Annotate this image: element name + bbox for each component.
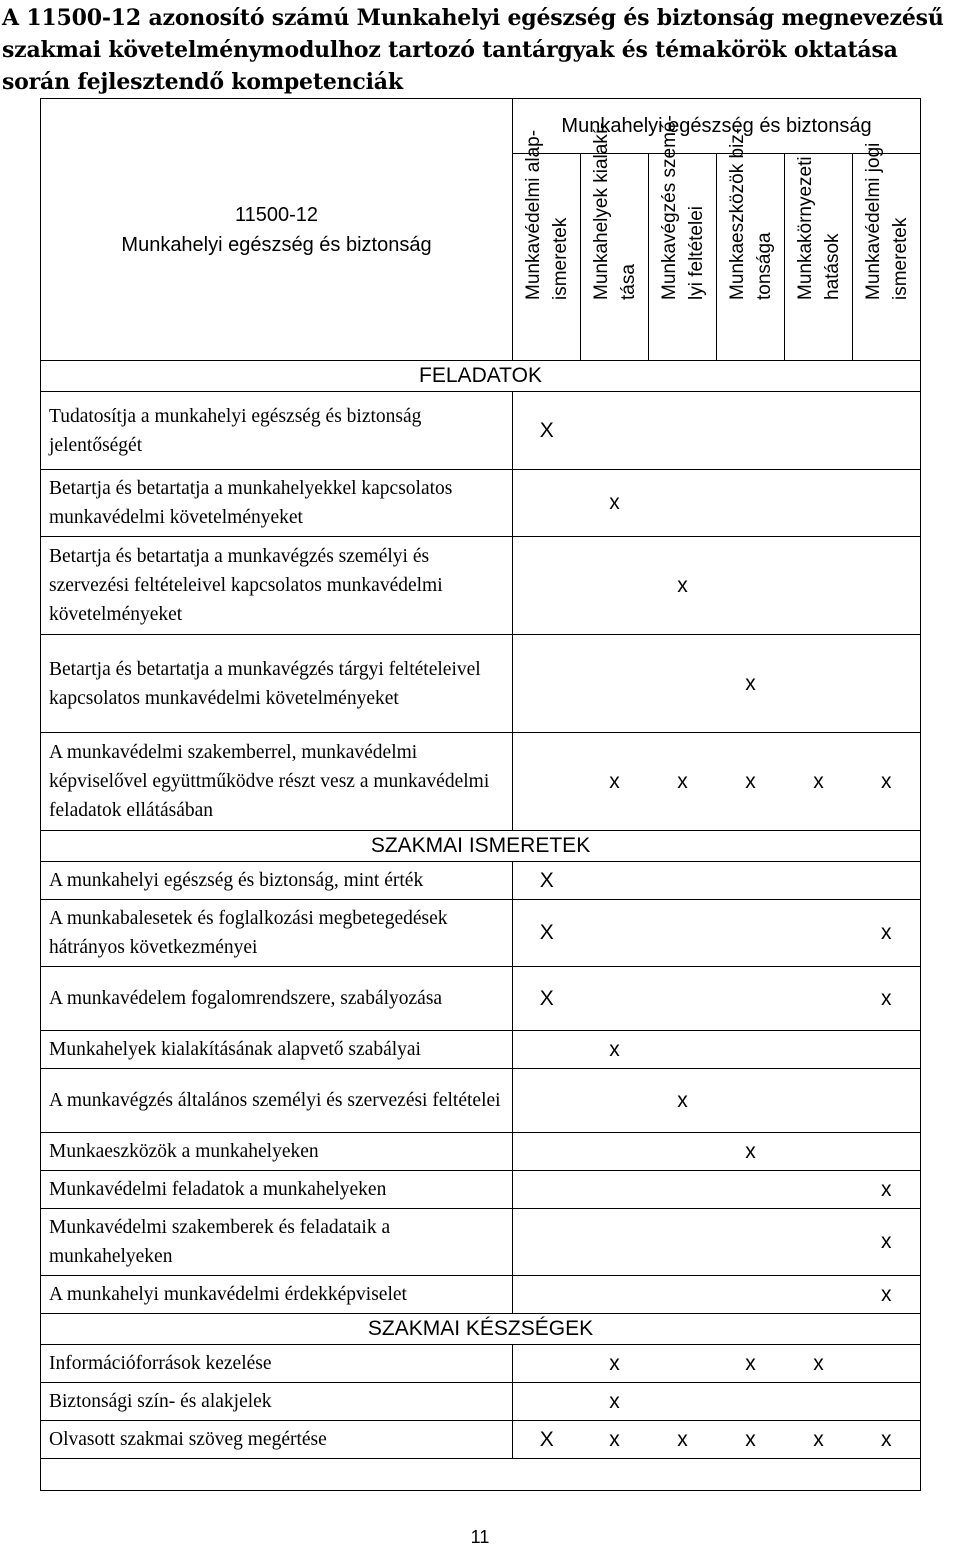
mark-cell	[717, 862, 785, 900]
mark-cell	[649, 392, 717, 470]
mark-cell	[513, 1133, 581, 1171]
mark-cell: x	[717, 1421, 785, 1459]
table-row	[41, 1171, 921, 1209]
mark-cell	[717, 1069, 785, 1133]
mark-cell	[513, 1031, 581, 1069]
mark-cell	[853, 635, 921, 733]
mark-cell	[785, 1209, 853, 1276]
table-row	[41, 1276, 921, 1314]
mark-cell	[649, 862, 717, 900]
mark-cell	[785, 862, 853, 900]
mark-cell	[717, 967, 785, 1031]
mark-cell	[513, 1209, 581, 1276]
mark-cell	[717, 537, 785, 635]
table-row	[41, 1345, 921, 1383]
document-title: A 11500-12 azonosító számú Munkahelyi egészség és biztonság megnevezésű szakmai követelménymodulhoz tartozó tantárgyak és témakörök oktatása során fejlesztendő kompetenciák	[2, 5, 944, 95]
table-row	[41, 392, 921, 470]
column-header-2	[581, 122, 649, 361]
column-header-label	[588, 100, 642, 300]
subject-group-title: Munkahelyi egészség és biztonság	[513, 99, 921, 154]
mark-cell	[853, 392, 921, 470]
mark-cell	[717, 900, 785, 967]
mark-cell	[581, 900, 649, 967]
mark-cell: x	[853, 967, 921, 1031]
table-row	[41, 1069, 921, 1133]
mark-cell	[717, 1209, 785, 1276]
mark-cell	[785, 470, 853, 537]
mark-cell	[649, 967, 717, 1031]
column-header-label	[860, 100, 914, 300]
column-header-label	[792, 100, 846, 300]
column-header-line2: hatások	[821, 233, 843, 300]
mark-cell	[513, 733, 581, 831]
mark-cell	[785, 1171, 853, 1209]
mark-cell	[853, 1383, 921, 1421]
mark-cell	[785, 537, 853, 635]
mark-cell: x	[853, 1171, 921, 1209]
table-row	[41, 470, 921, 537]
table-row	[41, 900, 921, 967]
mark-cell	[581, 635, 649, 733]
mark-cell: x	[853, 1276, 921, 1314]
table-row	[41, 635, 921, 733]
row-label: Olvasott szakmai szöveg megértése	[41, 1421, 513, 1459]
mark-cell	[785, 392, 853, 470]
mark-cell	[649, 1171, 717, 1209]
column-header-line2: lyi feltételei	[685, 206, 707, 300]
mark-cell	[649, 1345, 717, 1383]
module-code: 11500-12	[234, 203, 319, 226]
mark-cell	[785, 900, 853, 967]
table-row	[41, 537, 921, 635]
column-header-label	[520, 100, 574, 300]
section-knowledge-heading: SZAKMAI ISMERETEK	[41, 831, 921, 862]
mark-cell: x	[785, 733, 853, 831]
column-header-line2: tása	[617, 264, 639, 300]
mark-cell	[513, 537, 581, 635]
mark-cell	[853, 1069, 921, 1133]
mark-cell	[513, 1345, 581, 1383]
column-header-line1: Munkavédelmi jogi	[862, 142, 884, 300]
mark-cell	[853, 537, 921, 635]
mark-cell	[717, 392, 785, 470]
section-skills-heading: SZAKMAI KÉSZSÉGEK	[41, 1314, 921, 1345]
table-row	[41, 967, 921, 1031]
mark-cell: x	[581, 1031, 649, 1069]
mark-cell	[581, 1171, 649, 1209]
mark-cell	[649, 1133, 717, 1171]
section-tasks-row	[41, 361, 921, 392]
mark-cell	[785, 1133, 853, 1171]
mark-cell: x	[649, 1421, 717, 1459]
mark-cell: x	[853, 1421, 921, 1459]
row-label: Betartja és betartatja a munkahelyekkel kapcsolatos munkavédelmi követelményeket	[41, 470, 513, 537]
column-header-line1: Munkaeszközök biz-	[726, 127, 748, 300]
column-header-label	[724, 100, 778, 300]
row-label: A munkavédelmi szakemberrel, munkavédelmi képviselővel együttműködve részt vesz a munkavédelmi feladatok ellátásában	[41, 733, 513, 831]
mark-cell	[649, 470, 717, 537]
section-tasks-heading: FELADATOK	[41, 361, 921, 392]
table-row	[41, 1383, 921, 1421]
mark-cell: x	[581, 470, 649, 537]
mark-cell	[785, 1031, 853, 1069]
row-label: Munkahelyek kialakításának alapvető szabályai	[41, 1031, 513, 1069]
column-header-4	[717, 127, 785, 361]
mark-cell: x	[785, 1421, 853, 1459]
mark-cell	[513, 1383, 581, 1421]
row-label: Munkavédelmi feladatok a munkahelyeken	[41, 1171, 513, 1209]
mark-cell: x	[649, 1069, 717, 1133]
mark-cell: x	[853, 733, 921, 831]
mark-cell	[513, 1171, 581, 1209]
table-row	[41, 733, 921, 831]
mark-cell: X	[513, 1421, 581, 1459]
row-label: A munkavégzés általános személyi és szervezési feltételei	[41, 1069, 513, 1133]
table-row	[41, 1421, 921, 1459]
module-header-cell	[41, 99, 513, 361]
row-label: Tudatosítja a munkahelyi egészség és biztonság jelentőségét	[41, 392, 513, 470]
mark-cell	[853, 1345, 921, 1383]
column-header-3	[649, 115, 717, 361]
mark-cell	[581, 862, 649, 900]
column-header-line1: Munkakörnyezeti	[794, 156, 816, 300]
mark-cell: x	[581, 1345, 649, 1383]
mark-cell	[581, 1133, 649, 1171]
column-header-line1: Munkahelyek kialakí-	[590, 122, 612, 300]
module-name: Munkahelyi egészség és biztonság	[121, 233, 432, 256]
mark-cell	[513, 635, 581, 733]
mark-cell: X	[513, 862, 581, 900]
mark-cell	[581, 1209, 649, 1276]
column-header-5	[785, 154, 853, 361]
mark-cell	[649, 1383, 717, 1421]
mark-cell	[581, 1069, 649, 1133]
mark-cell	[853, 1031, 921, 1069]
section-skills-row	[41, 1314, 921, 1345]
mark-cell	[785, 635, 853, 733]
mark-cell: x	[581, 1383, 649, 1421]
mark-cell	[853, 470, 921, 537]
column-header-label	[656, 100, 710, 300]
mark-cell: X	[513, 967, 581, 1031]
row-label: Betartja és betartatja a munkavégzés személyi és szervezési feltételeivel kapcsolatos munkavédelmi követelményeket	[41, 537, 513, 635]
row-label: A munkahelyi egészség és biztonság, mint érték	[41, 862, 513, 900]
mark-cell	[853, 862, 921, 900]
row-label: A munkabalesetek és foglalkozási megbetegedések hátrányos következményei	[41, 900, 513, 967]
table-row	[41, 1133, 921, 1171]
mark-cell	[649, 1031, 717, 1069]
mark-cell: X	[513, 900, 581, 967]
row-label: A munkavédelem fogalomrendszere, szabályozása	[41, 967, 513, 1031]
row-label: Biztonsági szín- és alakjelek	[41, 1383, 513, 1421]
table-footer-row	[41, 1459, 921, 1491]
header-row-top	[41, 99, 921, 154]
mark-cell	[581, 1276, 649, 1314]
mark-cell	[649, 635, 717, 733]
table-row	[41, 1031, 921, 1069]
mark-cell	[581, 537, 649, 635]
mark-cell: x	[853, 1209, 921, 1276]
mark-cell	[785, 1383, 853, 1421]
mark-cell: x	[581, 733, 649, 831]
mark-cell	[717, 1171, 785, 1209]
row-label: Betartja és betartatja a munkavégzés tárgyi feltételeivel kapcsolatos munkavédelmi követelményeket	[41, 635, 513, 733]
mark-cell	[717, 1383, 785, 1421]
mark-cell	[649, 900, 717, 967]
mark-cell	[785, 1069, 853, 1133]
mark-cell	[649, 1276, 717, 1314]
mark-cell	[581, 967, 649, 1031]
row-label: A munkahelyi munkavédelmi érdekképviselet	[41, 1276, 513, 1314]
mark-cell: x	[649, 733, 717, 831]
mark-cell: x	[717, 1345, 785, 1383]
page-number: 11	[470, 1527, 490, 1547]
mark-cell	[717, 1276, 785, 1314]
mark-cell	[853, 1133, 921, 1171]
mark-cell	[513, 1069, 581, 1133]
section-knowledge-row	[41, 831, 921, 862]
column-header-line2: ismeretek	[889, 217, 911, 300]
mark-cell	[649, 1209, 717, 1276]
column-header-line2: tonsága	[753, 232, 775, 300]
column-header-6	[853, 142, 921, 361]
mark-cell	[581, 392, 649, 470]
column-header-line1: Munkavégzés szemé-	[658, 115, 680, 300]
mark-cell	[513, 470, 581, 537]
mark-cell: x	[785, 1345, 853, 1383]
row-label: Információforrások kezelése	[41, 1345, 513, 1383]
mark-cell: x	[853, 900, 921, 967]
mark-cell: x	[581, 1421, 649, 1459]
column-header-1	[513, 129, 581, 361]
row-label: Munkaeszközök a munkahelyeken	[41, 1133, 513, 1171]
mark-cell	[785, 1276, 853, 1314]
mark-cell	[785, 967, 853, 1031]
column-header-line1: Munkavédelmi alap-	[522, 129, 544, 300]
mark-cell: x	[717, 733, 785, 831]
mark-cell	[717, 1031, 785, 1069]
empty-cell	[41, 1459, 921, 1491]
mark-cell: x	[717, 635, 785, 733]
mark-cell: x	[649, 537, 717, 635]
mark-cell	[717, 470, 785, 537]
row-label: Munkavédelmi szakemberek és feladataik a munkahelyeken	[41, 1209, 513, 1276]
table-row	[41, 1209, 921, 1276]
mark-cell: X	[513, 392, 581, 470]
table-row	[41, 862, 921, 900]
mark-cell: x	[717, 1133, 785, 1171]
mark-cell	[513, 1276, 581, 1314]
competency-table	[40, 98, 921, 1491]
column-header-line2: ismeretek	[549, 217, 571, 300]
